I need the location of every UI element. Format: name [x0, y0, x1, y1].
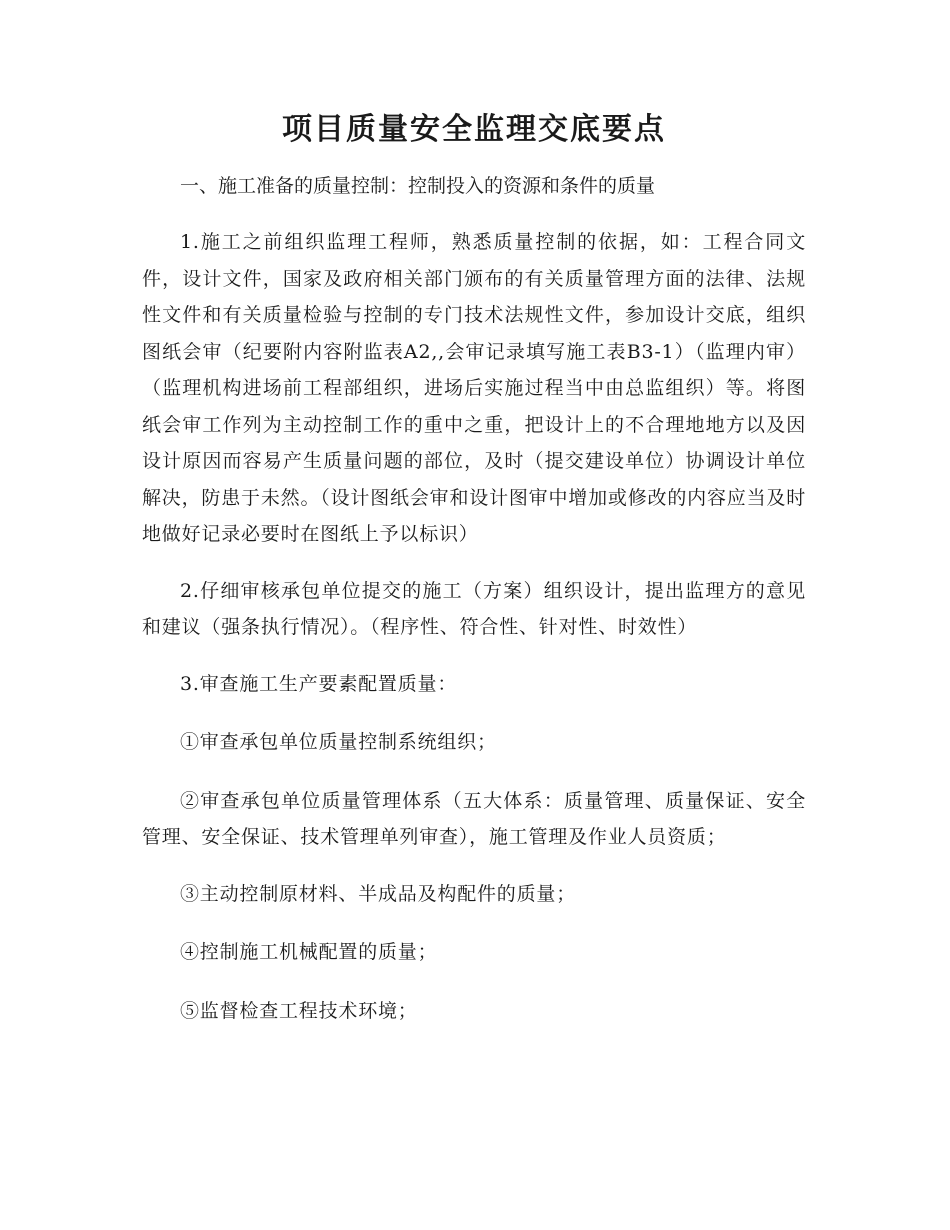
list-item-1: ①审查承包单位质量控制系统组织； [180, 731, 497, 753]
paragraph-1: 1.施工之前组织监理工程师，熟悉质量控制的依据，如：工程合同文件，设计文件，国家及政府相关部门颁布的有关质量管理方面的法律、法规性文件和有关质量检验与控制的专门技术法规性文件，参加设计交底，组织图纸会审（纪要附内容附监表A2,,会审记录填写施工表B3-1）（监理内审）（监理机构进场前工程部组织，进场后实施过程当中由总监组织）等。将图纸会审工作列为主动控制工作的重中之重，把设计上的不合理地地方以及因设计原因而容易产生质量问题的部位，及时（提交建设单位）协调设计单位解决，防患于未然。（设计图纸会审和设计图审中增加或修改的内容应当及时地做好记录必要时在图纸上予以标识） [142, 231, 806, 545]
paragraph-2: 2.仔细审核承包单位提交的施工（方案）组织设计，提出监理方的意见和建议（强条执行情况）。（程序性、符合性、针对性、时效性） [142, 579, 806, 638]
paragraph-3: 3.审查施工生产要素配置质量： [180, 672, 458, 695]
section-heading: 一、施工准备的质量控制：控制投入的资源和条件的质量 [180, 175, 656, 197]
list-item-2: ②审查承包单位质量管理体系（五大体系：质量管理、质量保证、安全管理、安全保证、技术管理单列审查），施工管理及作业人员资质； [142, 789, 806, 848]
list-item-3: ③主动控制原材料、半成品及构配件的质量； [180, 882, 577, 905]
document-page [142, 108, 806, 1049]
list-item-4: ④控制施工机械配置的质量； [180, 941, 438, 963]
list-item-5: ⑤监督检查工程技术环境； [180, 999, 418, 1022]
document-title: 项目质量安全监理交底要点 [282, 112, 666, 147]
